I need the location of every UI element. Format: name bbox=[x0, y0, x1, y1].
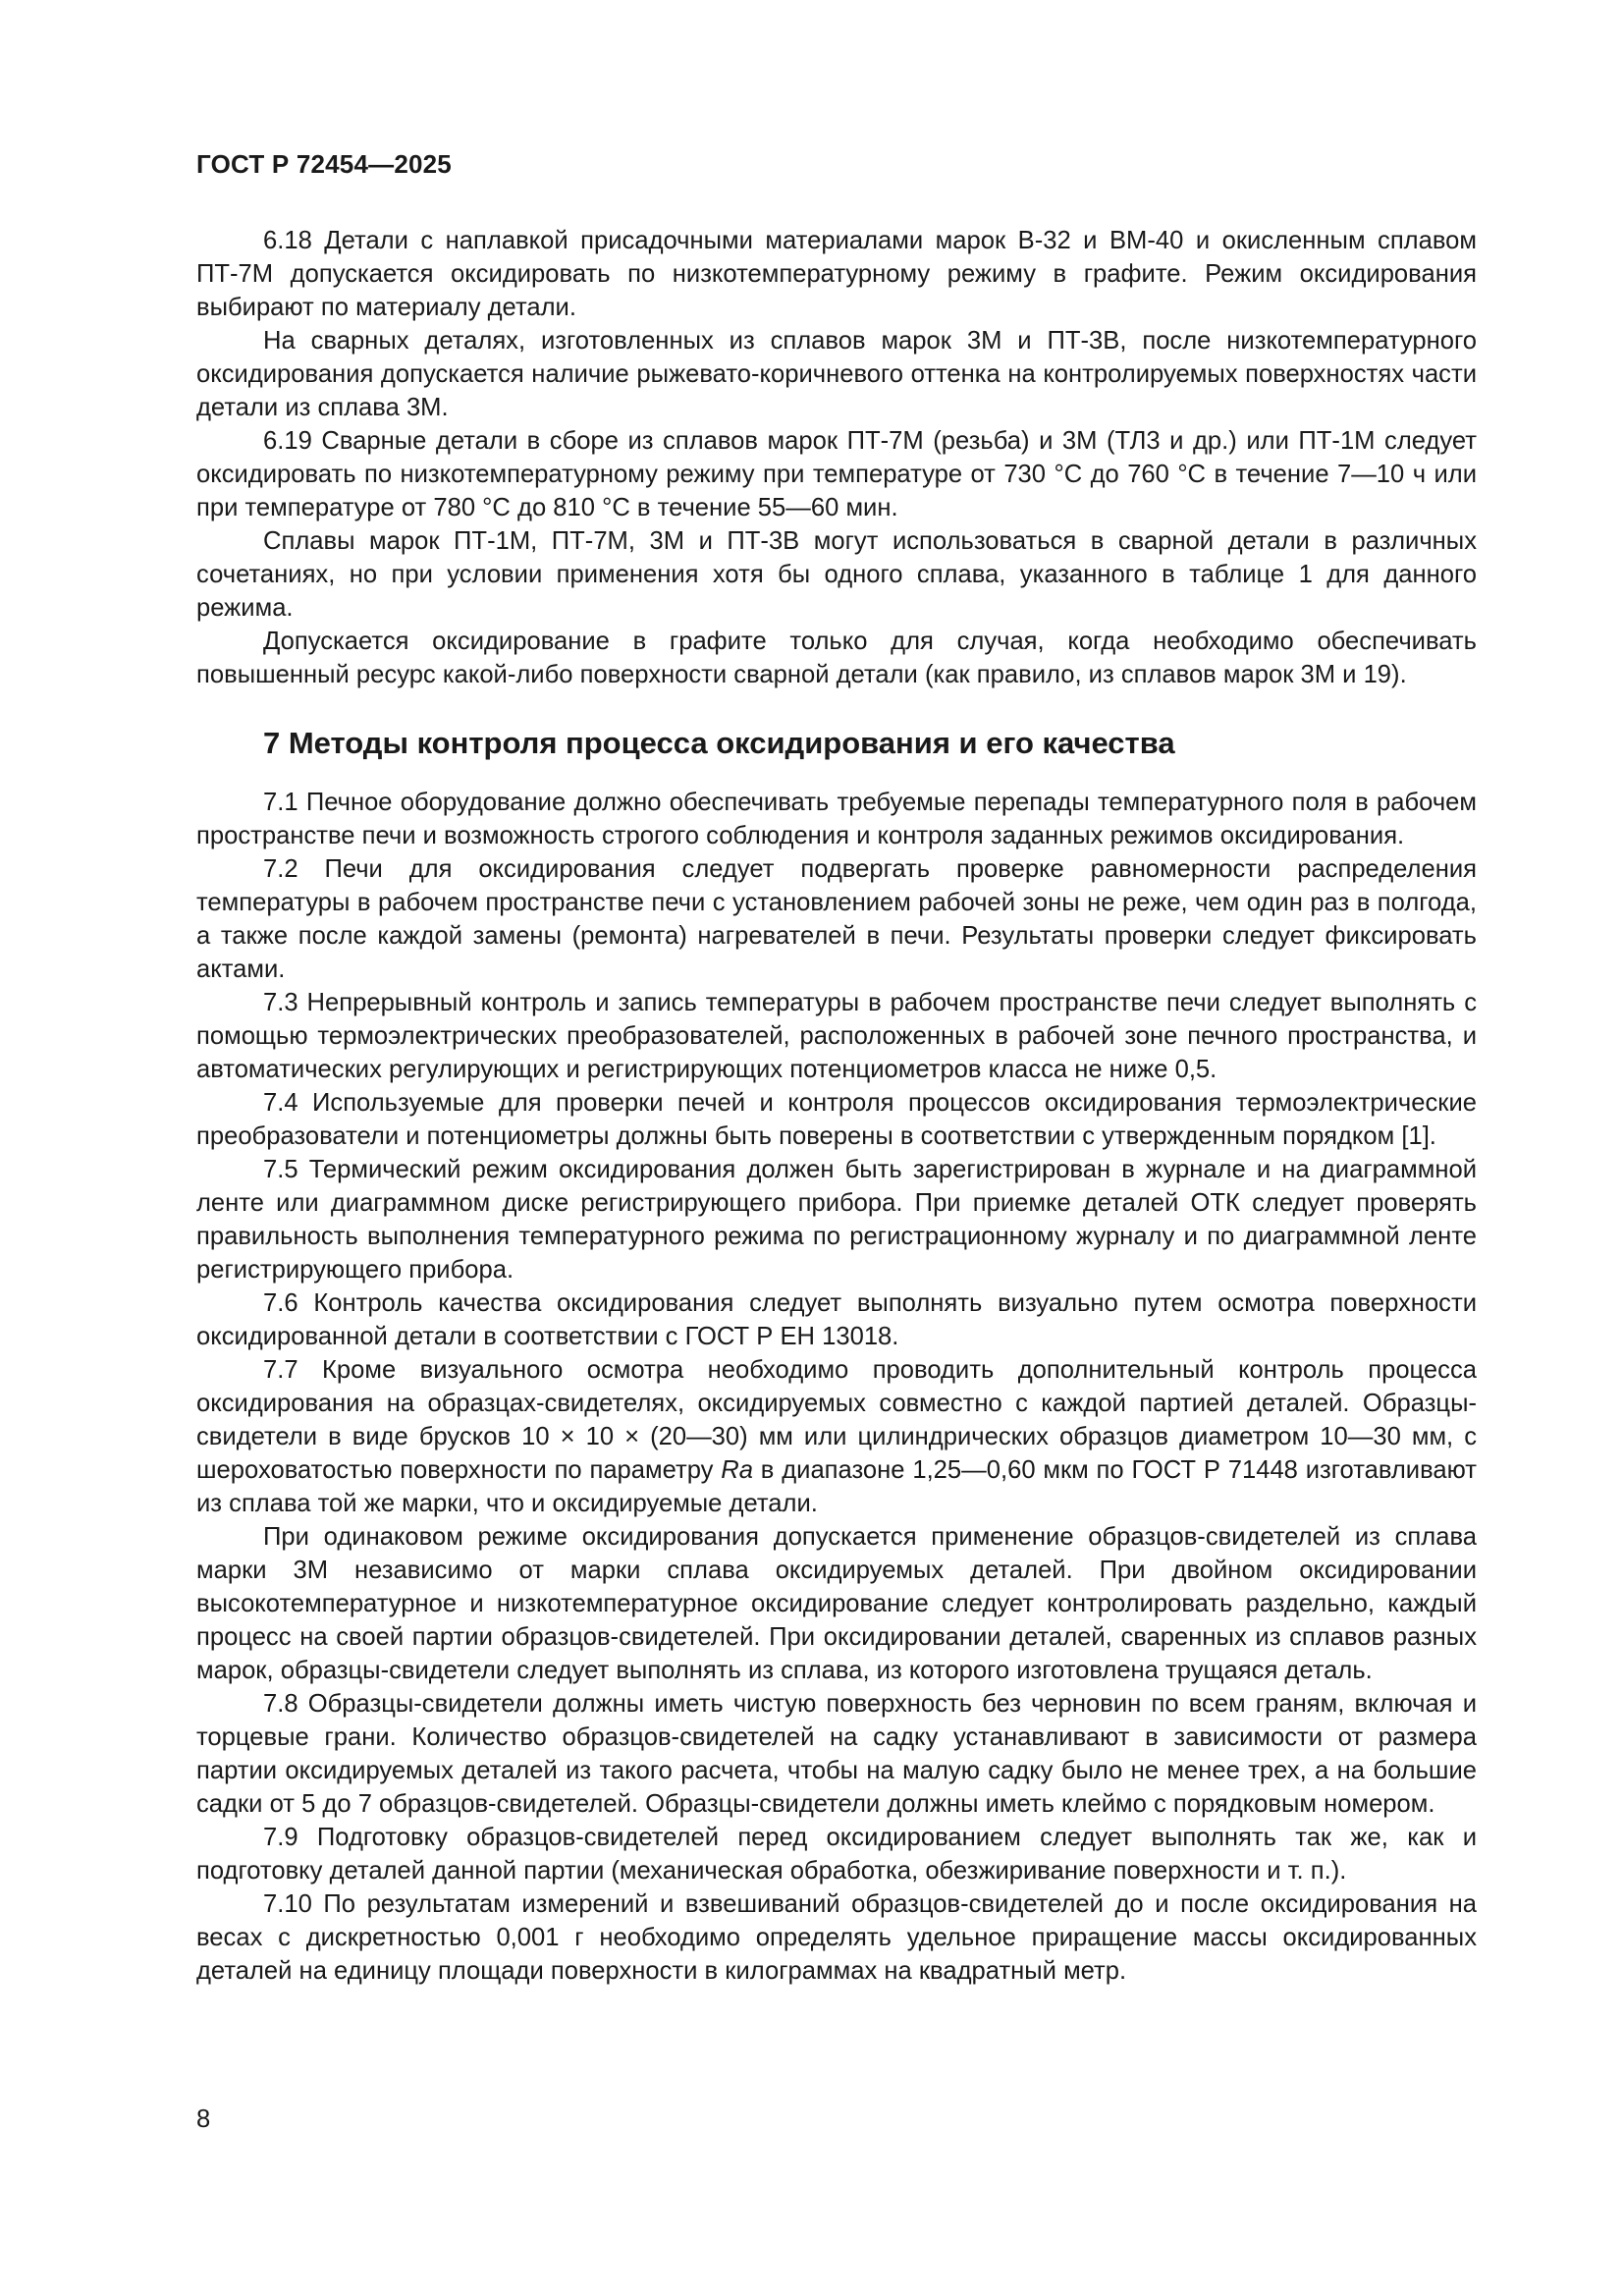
paragraph-7-7-double-oxidation: При одинаковом режиме оксидирования допускается применение образцов-свидетелей из сплава марки 3М независимо от марки сплава оксидируемых деталей. При двойном оксидировании высокотемпературное и низкотемпературное оксидирование следует контролировать раздельно, каждый процесс на своей партии образцов-свидетелей. При оксидировании деталей, сваренных из сплавов разных марок, образцы-свидетели следует выполнять из сплава, из которого изготовлена трущаяся деталь. bbox=[196, 1523, 1477, 1684]
section-heading: 7 Методы контроля процесса оксидирования и его качества bbox=[263, 726, 1175, 760]
paragraph-6-18-note: На сварных деталях, изготовленных из сплавов марок 3М и ПТ-3В, после низкотемпературного оксидирования допускается наличие рыжевато-коричневого оттенка на контролируемых поверхностях части детали из сплава 3М. bbox=[196, 327, 1477, 421]
document-header: ГОСТ Р 72454—2025 bbox=[196, 149, 452, 179]
paragraph-7-6: 7.6 Контроль качества оксидирования следует выполнять визуально путем осмотра поверхности оксидированной детали в соответствии с ГОСТ Р ЕН 13018. bbox=[196, 1289, 1477, 1350]
paragraph-6-19: 6.19 Сварные детали в сборе из сплавов марок ПТ-7М (резьба) и 3М (ТЛ3 и др.) или ПТ-1М следует оксидировать по низкотемпературному режиму при температуре от 730 °С до 760 °С в течение 7—10 ч или при температуре от 780 °С до 810 °С в течение 55—60 мин. bbox=[196, 427, 1477, 521]
paragraph-6-19-alloys: Сплавы марок ПТ-1М, ПТ-7М, 3М и ПТ-3В могут использоваться в сварной детали в различных сочетаниях, но при условии применения хотя бы одного сплава, указанного в таблице 1 для данного режима. bbox=[196, 527, 1477, 622]
paragraph-7-5: 7.5 Термический режим оксидирования должен быть зарегистрирован в журнале и на диаграммной ленте или диаграммном диске регистрирующего прибора. При приемке деталей ОТК следует проверять правильность выполнения температурного режима по регистрационному журналу и по диаграммной ленте регистрирующего прибора. bbox=[196, 1156, 1477, 1284]
paragraph-6-19-graphite: Допускается оксидирование в графите только для случая, когда необходимо обеспечивать повышенный ресурс какой-либо поверхности сварной детали (как правило, из сплавов марок 3М и 19). bbox=[196, 628, 1477, 688]
paragraph-7-3: 7.3 Непрерывный контроль и запись температуры в рабочем пространстве печи следует выполнять с помощью термоэлектрических преобразователей, расположенных в рабочей зоне печного пространства, и автоматических регулирующих и регистрирующих потенциометров класса не ниже 0,5. bbox=[196, 989, 1477, 1083]
paragraph-7-1: 7.1 Печное оборудование должно обеспечивать требуемые перепады температурного поля в рабочем пространстве печи и возможность строгого соблюдения и контроля заданных режимов оксидирования. bbox=[196, 789, 1477, 849]
paragraph-7-7-text-start: 7.7 Кроме визуального осмотра необходимо проводить дополнительный контроль процесса оксидирования на образцах-свидетелях, оксидируемых совместно с каждой партией деталей. Образцы-свидетели в виде брусков 10 × 10 × (20—30) мм или цилиндрических образцов диаметром 10—30 мм, с шероховатостью поверхности по параметру bbox=[196, 1356, 1477, 1484]
paragraph-7-9: 7.9 Подготовку образцов-свидетелей перед оксидированием следует выполнять так же, как и подготовку деталей данной партии (механическая обработка, обезжиривание поверхности и т. п.). bbox=[196, 1824, 1477, 1885]
paragraph-6-18: 6.18 Детали с наплавкой присадочными материалами марок В-32 и ВМ-40 и окисленным сплавом ПТ-7М допускается оксидировать по низкотемпературному режиму в графите. Режим оксидирования выбирают по материалу детали. bbox=[196, 227, 1477, 321]
page-body bbox=[196, 224, 1477, 1988]
roughness-parameter: Ra bbox=[721, 1456, 753, 1484]
paragraph-7-8: 7.8 Образцы-свидетели должны иметь чистую поверхность без черновин по всем граням, включая и торцевые грани. Количество образцов-свидетелей на садку устанавливают в зависимости от размера партии оксидируемых деталей из такого расчета, чтобы на малую садку было не менее трех, а на большие садки от 5 до 7 образцов-свидетелей. Образцы-свидетели должны иметь клеймо с порядковым номером. bbox=[196, 1690, 1477, 1818]
page-number: 8 bbox=[196, 2105, 211, 2133]
paragraph-7-7 bbox=[196, 1353, 1477, 1520]
paragraph-7-7-text-end: в диапазоне 1,25—0,60 мкм по ГОСТ Р 71448 изготавливают из сплава той же марки, что и оксидируемые детали. bbox=[196, 1456, 1477, 1517]
paragraph-7-4: 7.4 Используемые для проверки печей и контроля процессов оксидирования термоэлектрические преобразователи и потенциометры должны быть поверены в соответствии с утвержденным порядком [1]. bbox=[196, 1089, 1477, 1150]
paragraph-7-2: 7.2 Печи для оксидирования следует подвергать проверке равномерности распределения температуры в рабочем пространстве печи с установлением рабочей зоны не реже, чем один раз в полгода, а также после каждой замены (ремонта) нагревателей в печи. Результаты проверки следует фиксировать актами. bbox=[196, 855, 1477, 983]
paragraph-7-10: 7.10 По результатам измерений и взвешиваний образцов-свидетелей до и после оксидирования на весах с дискретностью 0,001 г необходимо определять удельное приращение массы оксидированных деталей на единицу площади поверхности в килограммах на квадратный метр. bbox=[196, 1890, 1477, 1985]
